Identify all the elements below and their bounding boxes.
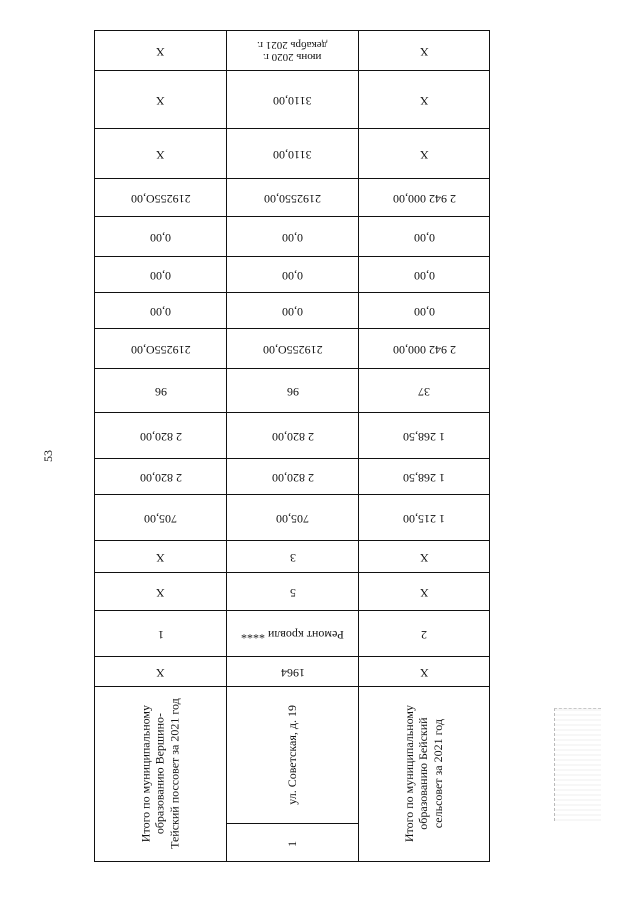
table-cell-period: июнь 2020 г. декабрь 2021 г.	[226, 30, 358, 70]
table-row	[94, 572, 490, 610]
table-row	[94, 368, 490, 412]
summary-label-beysky: Итого по муниципальному образованию Бейский сельсовет за 2021 год	[358, 686, 490, 862]
table-cell: 0,00	[358, 256, 490, 292]
table-cell: 1 268,50	[358, 412, 490, 458]
table-row	[94, 412, 490, 458]
table-row	[94, 178, 490, 216]
table-cell: X	[358, 70, 490, 128]
table-cell: 219255О,00	[226, 328, 358, 368]
table-row	[94, 458, 490, 494]
table-cell: X	[94, 572, 226, 610]
table-cell: 0,00	[358, 292, 490, 328]
table-row	[94, 70, 490, 128]
table-cell: 3110,00	[226, 128, 358, 178]
table-cell: 0,00	[226, 256, 358, 292]
table-cell: 0,00	[226, 292, 358, 328]
table-cell: 5	[226, 572, 358, 610]
table-cell: 0,00	[94, 216, 226, 256]
table-row	[94, 494, 490, 540]
table-cell: 0,00	[94, 256, 226, 292]
table-cell: 1 268,50	[358, 458, 490, 494]
table-cell: 0,00	[358, 216, 490, 256]
table-cell: 3110,00	[226, 70, 358, 128]
table-cell: 37	[358, 368, 490, 412]
table-cell: 2 820,00	[226, 412, 358, 458]
table-row	[94, 256, 490, 292]
table-cell: 219255О,00	[94, 178, 226, 216]
table-row	[94, 128, 490, 178]
table-cell: 1	[94, 610, 226, 656]
table-cell: 2	[358, 610, 490, 656]
table-cell: X	[94, 30, 226, 70]
data-table	[94, 30, 490, 862]
table-cell: 3	[226, 540, 358, 572]
table-cell: 2 942 000,00	[358, 178, 490, 216]
table-cell: 705,00	[94, 494, 226, 540]
table-cell: 1 215,00	[358, 494, 490, 540]
table-cell: X	[94, 656, 226, 686]
row-number: 1	[227, 823, 359, 863]
table-cell: X	[358, 656, 490, 686]
table-cell-work-type: Ремонт кровли ****	[226, 610, 358, 656]
address-text: ул. Советская, д. 19	[285, 705, 300, 805]
table-cell: X	[358, 572, 490, 610]
table-cell: X	[358, 30, 490, 70]
table-row	[94, 656, 490, 686]
archive-stamp	[554, 708, 601, 821]
table-cell: 219255О,00	[94, 328, 226, 368]
summary-label-vershino-teysky: Итого по муниципальному образованию Вершино- Тейский поссовет за 2021 год	[94, 686, 226, 862]
table-cell: 96	[94, 368, 226, 412]
table-cell: 0,00	[94, 292, 226, 328]
table-row	[94, 610, 490, 656]
page-number: 53	[41, 450, 55, 462]
table-row	[94, 328, 490, 368]
table-row-summary	[94, 686, 490, 862]
table-row	[94, 540, 490, 572]
table-row	[94, 292, 490, 328]
table-cell: 2 820,00	[94, 458, 226, 494]
table-row	[94, 30, 490, 70]
table-cell: X	[94, 70, 226, 128]
table-cell: X	[358, 540, 490, 572]
table-cell: X	[94, 540, 226, 572]
table-cell: 0,00	[226, 216, 358, 256]
table-cell-year: 1964	[226, 656, 358, 686]
table-cell: 2 820,00	[94, 412, 226, 458]
table-cell: 2192550,00	[226, 178, 358, 216]
table-cell: 2 820,00	[226, 458, 358, 494]
table-row	[94, 216, 490, 256]
table-cell: 96	[226, 368, 358, 412]
table-cell: X	[358, 128, 490, 178]
address-cell	[226, 686, 358, 862]
table-cell: 2 942 000,00	[358, 328, 490, 368]
table-cell: 705,00	[226, 494, 358, 540]
table-cell: X	[94, 128, 226, 178]
